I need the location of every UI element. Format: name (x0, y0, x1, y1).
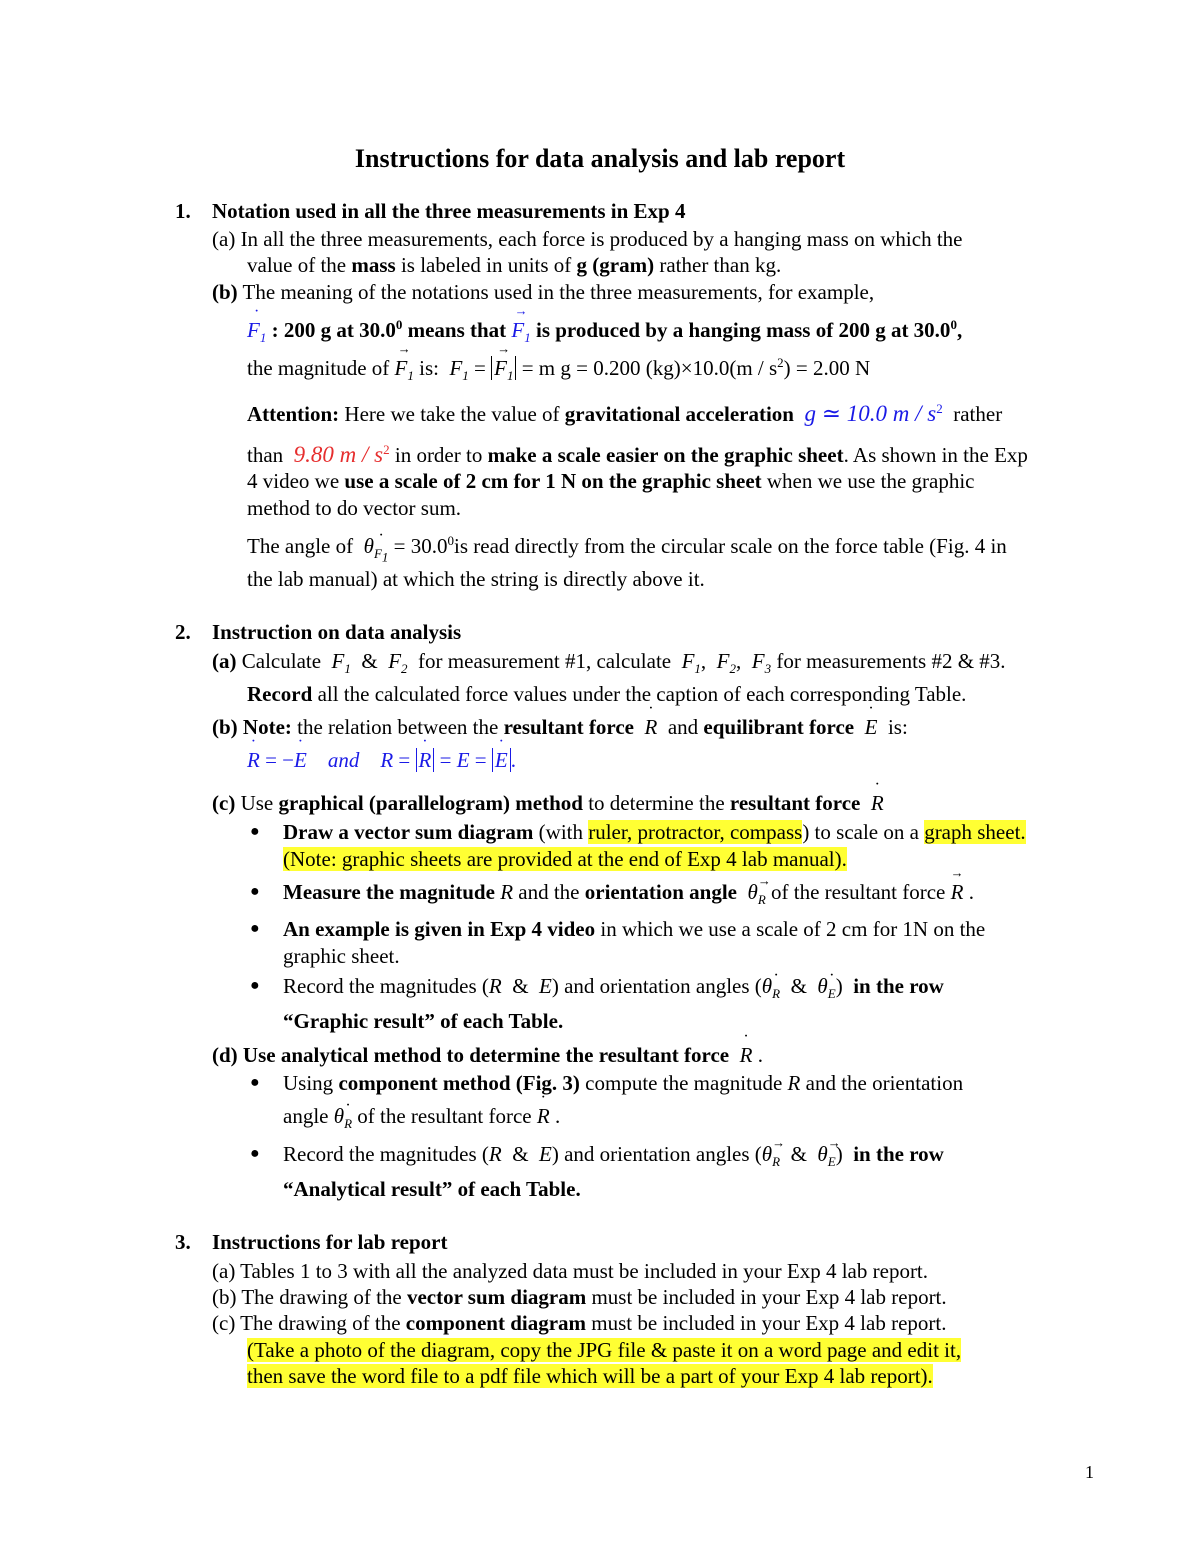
highlight-tools: ruler, protractor, compass (588, 820, 803, 844)
bullet-d2: ● (250, 1145, 260, 1162)
section-3-number: 3. (175, 1230, 191, 1254)
s2-d1-line2: angle θ· $_R$ of the resultant force · R . (283, 1103, 560, 1137)
s3-highlight-line2: then save the word file to a pdf file which will be a part of your Exp 4 lab report). (247, 1364, 933, 1388)
s1-angle-line: The angle of $\theta\cdot _{F_1} = 30.0^0is$ read directly from the circular scale on the force table (Fig. 4 in (247, 528, 1007, 571)
red-g-value: 9.80 m / s (293, 442, 384, 467)
section-1-heading: Notation used in all the three measurements in Exp 4 (212, 199, 686, 223)
s1-example-line: · $F_1$ : 200 g at 30.0$^0$ means that → $F_1$ is produced by a hanging mass of 200 g at 30.0$^0$, (247, 312, 962, 351)
bullet-d1: ● (250, 1074, 260, 1091)
s1-angle-line2: the lab manual) at which the string is directly above it. (247, 567, 705, 591)
page-number: 1 (1085, 1462, 1094, 1482)
s3-a-line: (a) Tables 1 to 3 with all the analyzed data must be included in your Exp 4 lab report. (212, 1259, 929, 1283)
s3-highlight-line1: (Take a photo of the diagram, copy the JPG file & paste it on a word page and edit it, (247, 1338, 962, 1362)
s2-c4-line2: “Graphic result” of each Table. (283, 1009, 564, 1033)
s2-d2-line: Record the magnitudes (R & E) and orientation angles (θ→ $_R$ & θ→ $_E$) in the row (283, 1141, 944, 1175)
bullet-c4: ● (250, 977, 260, 994)
s1-magnitude-line: the magnitude of → $F_1$ is: $F_1$ = → $F_1 = m$ g = 0.200 $(kg)\times 10.0(m / s^2) = 2.00$ N (247, 350, 870, 389)
s1-attention-line: Attention: Here we take the value of gravitational acceleration g ≃ 10.0 m / $s^2$ rather (247, 401, 1003, 426)
s2-c3-line: An example is given in Exp 4 video in which we use a scale of 2 cm for 1N on the (283, 917, 986, 941)
highlight-graph-sheet: graph sheet. (924, 820, 1026, 844)
s2-c4-line: Record the magnitudes (R & E) and orientation angles (θ· $_R$ & θ· $_E$) in the row (283, 973, 944, 1007)
bullet-c1: ● (250, 823, 260, 840)
s2-d-line: (d) Use analytical method to determine the resultant force · R . (212, 1042, 763, 1068)
s3-b-line: (b) The drawing of the vector sum diagram must be included in your Exp 4 lab report. (212, 1285, 947, 1309)
section-2-number: 2. (175, 620, 191, 644)
s1-than-line: than 9.80 m / $s^2$ in order to make a scale easier on the graphic sheet. As shown in the Exp (247, 442, 1028, 467)
s2-relation-equation: · R = −· E and R = · R = E = · E . (247, 747, 516, 773)
s3-c-line: (c) The drawing of the component diagram must be included in your Exp 4 lab report. (212, 1311, 947, 1335)
section-1-number: 1. (175, 199, 191, 223)
s2-d1-line: Using component method (Fig. 3) compute the magnitude R and the orientation (283, 1071, 964, 1095)
s2-c2-line: Measure the magnitude R and the orientation angle θ→ $_R$ of the resultant force → R . (283, 879, 974, 913)
s2-record-line: Record all the calculated force values under the caption of each corresponding Table. (247, 682, 967, 706)
s2-c1-line2: (Note: graphic sheets are provided at the end of Exp 4 lab manual). (283, 847, 847, 871)
s1-method-line: method to do vector sum. (247, 496, 462, 520)
s2-c3-line2: graphic sheet. (283, 944, 400, 968)
s1-scale-line: 4 video we use a scale of 2 cm for 1 N on the graphic sheet when we use the graphic (247, 469, 975, 493)
s2-c1-line: Draw a vector sum diagram (with ruler, protractor, compass) to scale on a graph sheet. (283, 820, 1026, 844)
s2-b-line: (b) Note: the relation between the resultant force · R and equilibrant force · E is: (212, 714, 908, 740)
g-value: g ≃ 10.0 m / s (804, 401, 937, 426)
section-2-heading: Instruction on data analysis (212, 620, 462, 644)
s1-a-line2: value of the mass is labeled in units of g (gram) rather than kg. (247, 253, 782, 277)
s2-d2-line2: “Analytical result” of each Table. (283, 1177, 581, 1201)
bullet-c2: ● (250, 883, 260, 900)
section-3-heading: Instructions for lab report (212, 1230, 448, 1254)
s2-c-line: (c) Use graphical (parallelogram) method to determine the resultant force · R (212, 790, 884, 816)
s2-a-line: (a) Calculate $F_1$ & $F_2$ for measurement #1, calculate $F_1$, $F_2$, $F_3$ for measurements #2 & #3. (212, 649, 1006, 677)
s1-b-line1: (b) The meaning of the notations used in the three measurements, for example, (212, 280, 875, 304)
page-title: Instructions for data analysis and lab report (354, 144, 846, 173)
s1-a-line1: (a) In all the three measurements, each force is produced by a hanging mass on which the (212, 227, 963, 251)
bullet-c3: ● (250, 920, 260, 937)
